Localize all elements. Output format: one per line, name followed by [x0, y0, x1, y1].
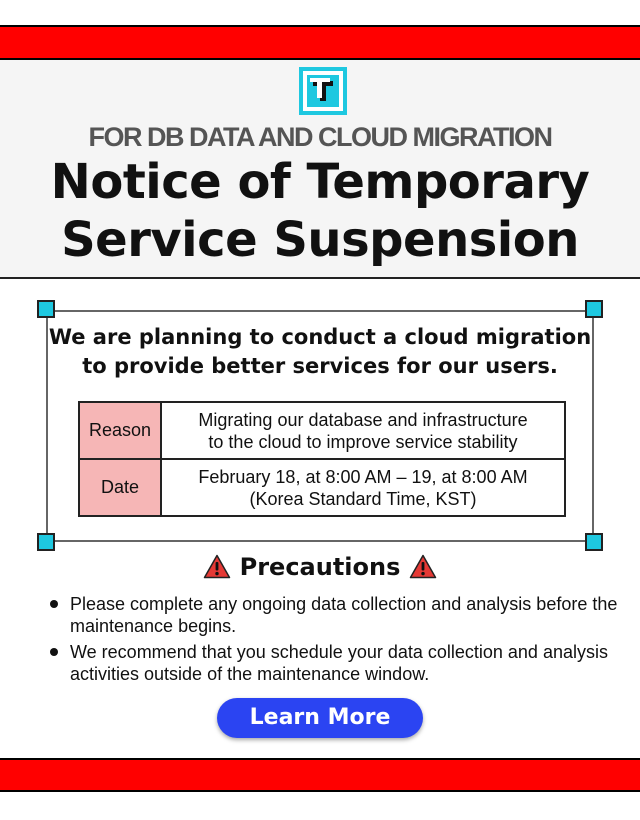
bottom-banner-stripe — [0, 758, 640, 792]
table-row-reason — [79, 402, 565, 459]
page-subtitle: FOR DB DATA AND CLOUD MIGRATION — [88, 122, 552, 152]
warning-triangle-icon — [409, 554, 437, 579]
row-value-line1: February 18, at 8:00 AM – 19, at 8:00 AM — [198, 466, 528, 487]
header — [0, 60, 640, 279]
row-value — [161, 459, 565, 516]
t-logo-icon — [299, 67, 347, 115]
warning-triangle-icon — [203, 554, 231, 579]
frame-corner-bottom-right — [585, 533, 603, 551]
list-item-text: Please complete any ongoing data collection and analysis before the maintenance begins. — [70, 594, 618, 636]
row-label: Date — [79, 459, 161, 516]
row-value — [161, 402, 565, 459]
bullet-icon — [50, 648, 58, 656]
row-value-line2: (Korea Standard Time, KST) — [249, 488, 477, 509]
precautions-heading — [0, 553, 640, 581]
notice-intro-line1: We are planning to conduct a cloud migration — [48, 325, 592, 349]
frame-corner-top-right — [585, 300, 603, 318]
learn-more-button[interactable]: Learn More — [217, 698, 423, 738]
list-item — [48, 641, 618, 685]
bullet-icon — [50, 600, 58, 608]
top-banner-stripe — [0, 25, 640, 60]
precautions-heading-text: Precautions — [239, 553, 401, 581]
page-title-line1: Notice of Temporary — [50, 154, 590, 210]
frame-corner-top-left — [37, 300, 55, 318]
list-item-text: We recommend that you schedule your data collection and analysis activities outside of the maintenance window. — [70, 642, 608, 684]
frame-corner-bottom-left — [37, 533, 55, 551]
page-title-line2: Service Suspension — [61, 212, 579, 268]
page-title — [0, 153, 640, 269]
precautions-list — [48, 593, 618, 689]
notice-intro-line2: to provide better services for our users. — [82, 354, 558, 378]
notice-intro — [46, 323, 594, 381]
list-item — [48, 593, 618, 637]
notice-info-table — [78, 401, 566, 517]
row-value-line2: to the cloud to improve service stability — [208, 431, 518, 452]
table-row-date — [79, 459, 565, 516]
row-label: Reason — [79, 402, 161, 459]
row-value-line1: Migrating our database and infrastructure — [198, 409, 528, 430]
